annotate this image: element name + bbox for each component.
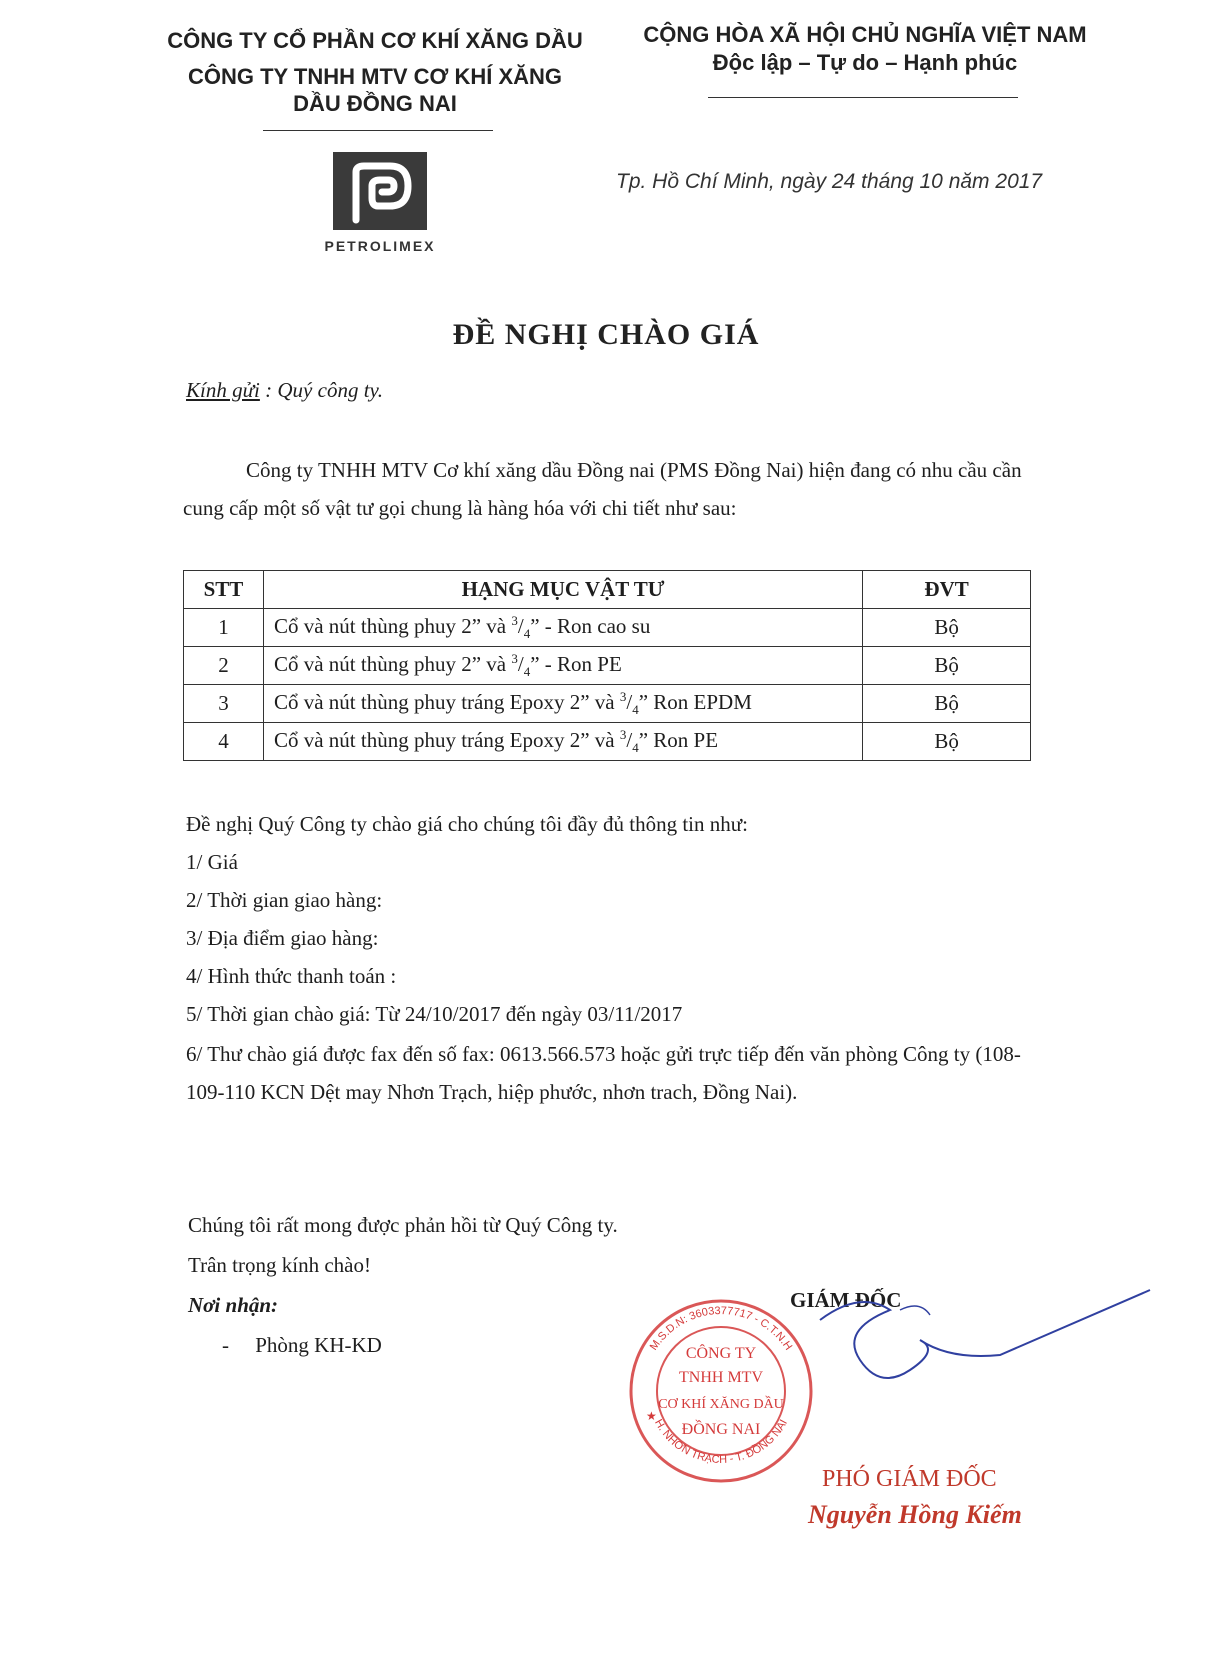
deputy-director-title: PHÓ GIÁM ĐỐC [822,1466,997,1492]
cell-item: Cổ và nút thùng phuy tráng Epoxy 2” và $^3/_4$” Ron EPDM [263,685,862,723]
recipients-label: Nơi nhận: [188,1293,279,1317]
stamp-line4: ĐỒNG NAI [681,1421,761,1438]
list-item: 5/ Thời gian chào giá: Từ 24/10/2017 đến ngày 03/11/2017 [186,1002,683,1026]
cell-stt: 3 [184,685,264,723]
signature-scribble [800,1280,1160,1430]
header-left-rule [263,130,493,131]
closing-line2: Trân trọng kính chào! [188,1253,371,1277]
company-name-line1: CÔNG TY TNHH MTV CƠ KHÍ XĂNG [187,64,563,89]
list-item: 109-110 KCN Dệt may Nhơn Trạch, hiệp phước, nhơn trach, Đồng Nai). [186,1080,798,1104]
list-item: 1/ Giá [186,850,238,874]
nation-motto: Độc lập – Tự do – Hạnh phúc [712,50,1018,75]
document-title: ĐỀ NGHỊ CHÀO GIÁ [452,318,760,351]
table-row [184,685,1031,723]
logo-text: PETROLIMEX [324,238,436,254]
intro-line2: cung cấp một số vật tư gọi chung là hàng hóa với chi tiết như sau: [183,496,737,520]
request-intro: Đề nghị Quý Công ty chào giá cho chúng tôi đầy đủ thông tin như: [186,812,748,836]
list-item: 6/ Thư chào giá được fax đến số fax: 0613.566.573 hoặc gửi trực tiếp đến văn phòng Công ty (108- [186,1042,1021,1066]
header-item: HẠNG MỤC VẬT TƯ [263,571,862,609]
company-stamp [626,1296,816,1486]
table-header-row [184,571,1031,609]
list-item: 2/ Thời gian giao hàng: [186,888,383,912]
stamp-ring-top: M.S.D.N: 3603377717 - C.T.N.H [647,1304,795,1353]
signer-name: Nguyễn Hồng Kiếm [808,1500,1022,1529]
list-item: 4/ Hình thức thanh toán : [186,964,397,988]
stamp-line1: CÔNG TY [685,1345,757,1362]
items-table [183,570,1031,761]
recipient-item: - Phòng KH-KD [222,1333,382,1357]
table-row [184,723,1031,761]
cell-stt: 1 [184,609,264,647]
intro-line1: Công ty TNHH MTV Cơ khí xăng dầu Đồng nai (PMS Đồng Nai) hiện đang có nhu cầu cần [246,458,1022,482]
company-name-line2: DẦU ĐỒNG NAI [293,91,457,116]
stamp-star-icon: ★ [646,1409,657,1423]
header-stt: STT [184,571,264,609]
table-row [184,609,1031,647]
salutation-recipient: : Quý công ty. [259,378,383,402]
petrolimex-logo [330,150,430,232]
stamp-line2: TNHH MTV [679,1369,763,1386]
salutation-label: Kính gửi [186,378,260,402]
stamp-ring-bottom: H. NHƠN TRẠCH - T. ĐỒNG NAI [652,1417,790,1466]
company-parent-name: CÔNG TY CỔ PHẦN CƠ KHÍ XĂNG DẦU [167,28,583,53]
cell-unit: Bộ [863,647,1031,685]
salutation [186,378,383,402]
header-unit: ĐVT [863,571,1031,609]
list-item: 3/ Địa điểm giao hàng: [186,926,379,950]
table-row [184,647,1031,685]
nation-name: CỘNG HÒA XÃ HỘI CHỦ NGHĨA VIỆT NAM [643,22,1087,47]
date-line: Tp. Hồ Chí Minh, ngày 24 tháng 10 năm 2017 [616,170,1043,193]
cell-unit: Bộ [863,685,1031,723]
cell-unit: Bộ [863,609,1031,647]
petrolimex-logo-icon [330,150,430,232]
cell-item: Cổ và nút thùng phuy tráng Epoxy 2” và $^3/_4$” Ron PE [263,723,862,761]
cell-stt: 2 [184,647,264,685]
signer-role: GIÁM ĐỐC [790,1288,902,1312]
cell-item: Cổ và nút thùng phuy 2” và $^3/_4$” - Ron cao su [263,609,862,647]
cell-stt: 4 [184,723,264,761]
cell-item: Cổ và nút thùng phuy 2” và $^3/_4$” - Ron PE [263,647,862,685]
stamp-line3: CƠ KHÍ XĂNG DẦU [658,1397,784,1412]
header-right-rule [708,97,1018,98]
closing-line1: Chúng tôi rất mong được phản hồi từ Quý Công ty. [188,1213,618,1237]
cell-unit: Bộ [863,723,1031,761]
